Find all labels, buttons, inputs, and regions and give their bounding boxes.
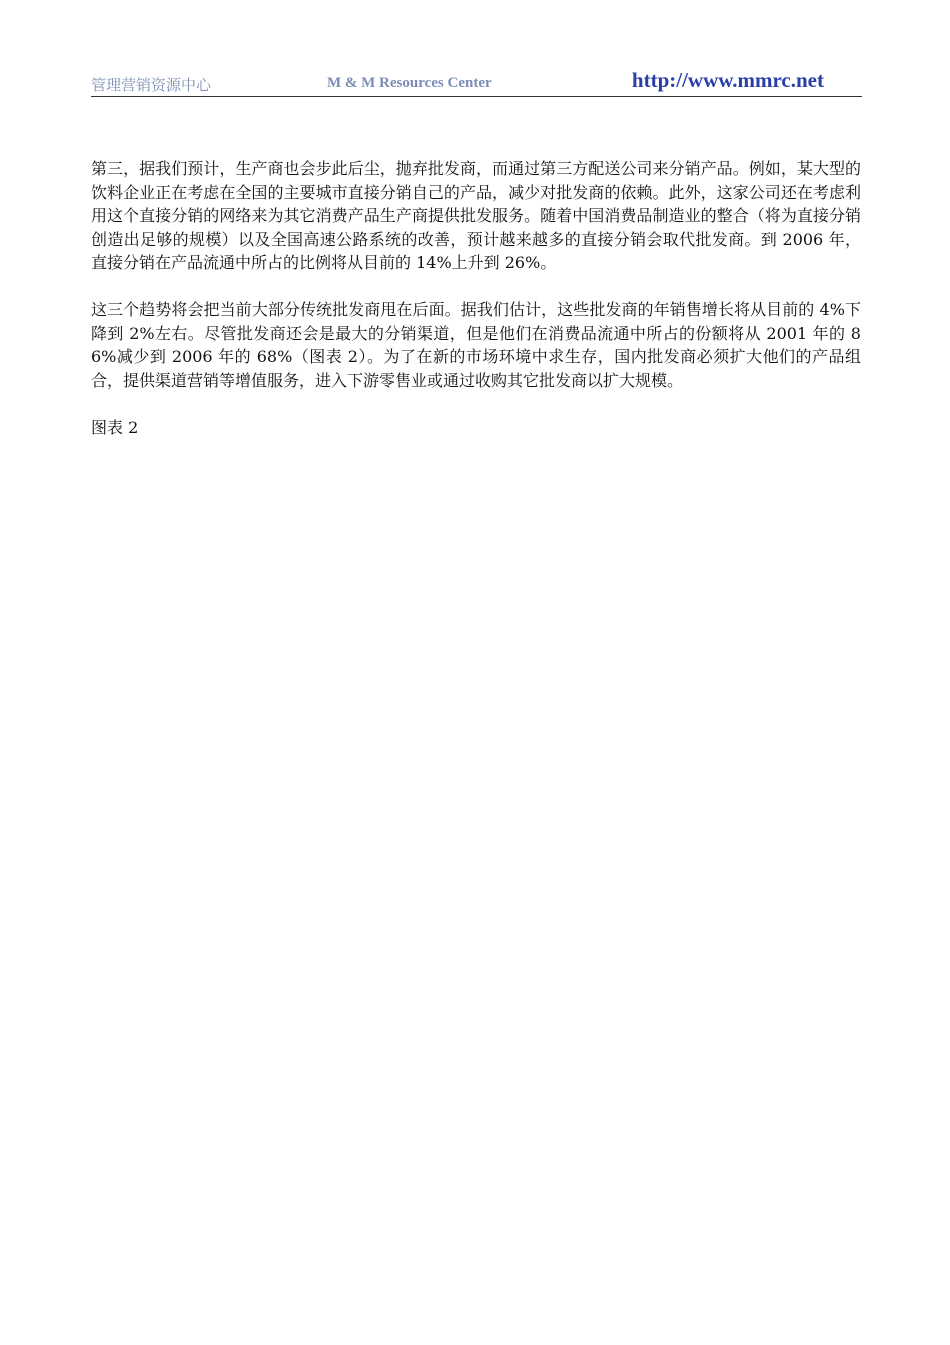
header-org-name: 管理营销资源中心: [91, 76, 212, 94]
paragraph-2: 这三个趋势将会把当前大部分传统批发商甩在后面。据我们估计，这些批发商的年销售增长将从目前的 4%下降到 2%左右。尽管批发商还会是最大的分销渠道，但是他们在消费品流通中所占的份额将从 2001 年的 86%减少到 2006 年的 68%（图表 2）。为了在新的市场环境中求生存，国内批发商必须扩大他们的产品组合，提供渠道营销等增值服务，进入下游零售业或通过收购其它批发商以扩大规模。: [91, 300, 861, 390]
document-body: [91, 157, 861, 439]
figure-label: 图表 2: [91, 417, 139, 437]
header-url-link[interactable]: http://www.mmrc.net: [631, 68, 824, 92]
header-center-title: M & M Resources Center: [327, 75, 492, 91]
paragraph-1: 第三，据我们预计，生产商也会步此后尘，抛弃批发商，而通过第三方配送公司来分销产品。例如，某大型的饮料企业正在考虑在全国的主要城市直接分销自己的产品，减少对批发商的依赖。此外，这家公司还在考虑利用这个直接分销的网络来为其它消费产品生产商提供批发服务。随着中国消费品制造业的整合（将为直接分销创造出足够的规模）以及全国高速公路系统的改善，预计越来越多的直接分销会取代批发商。到 2006 年，直接分销在产品流通中所占的比例将从目前的 14%上升到 26%。: [91, 159, 861, 272]
page-header: [91, 70, 862, 97]
